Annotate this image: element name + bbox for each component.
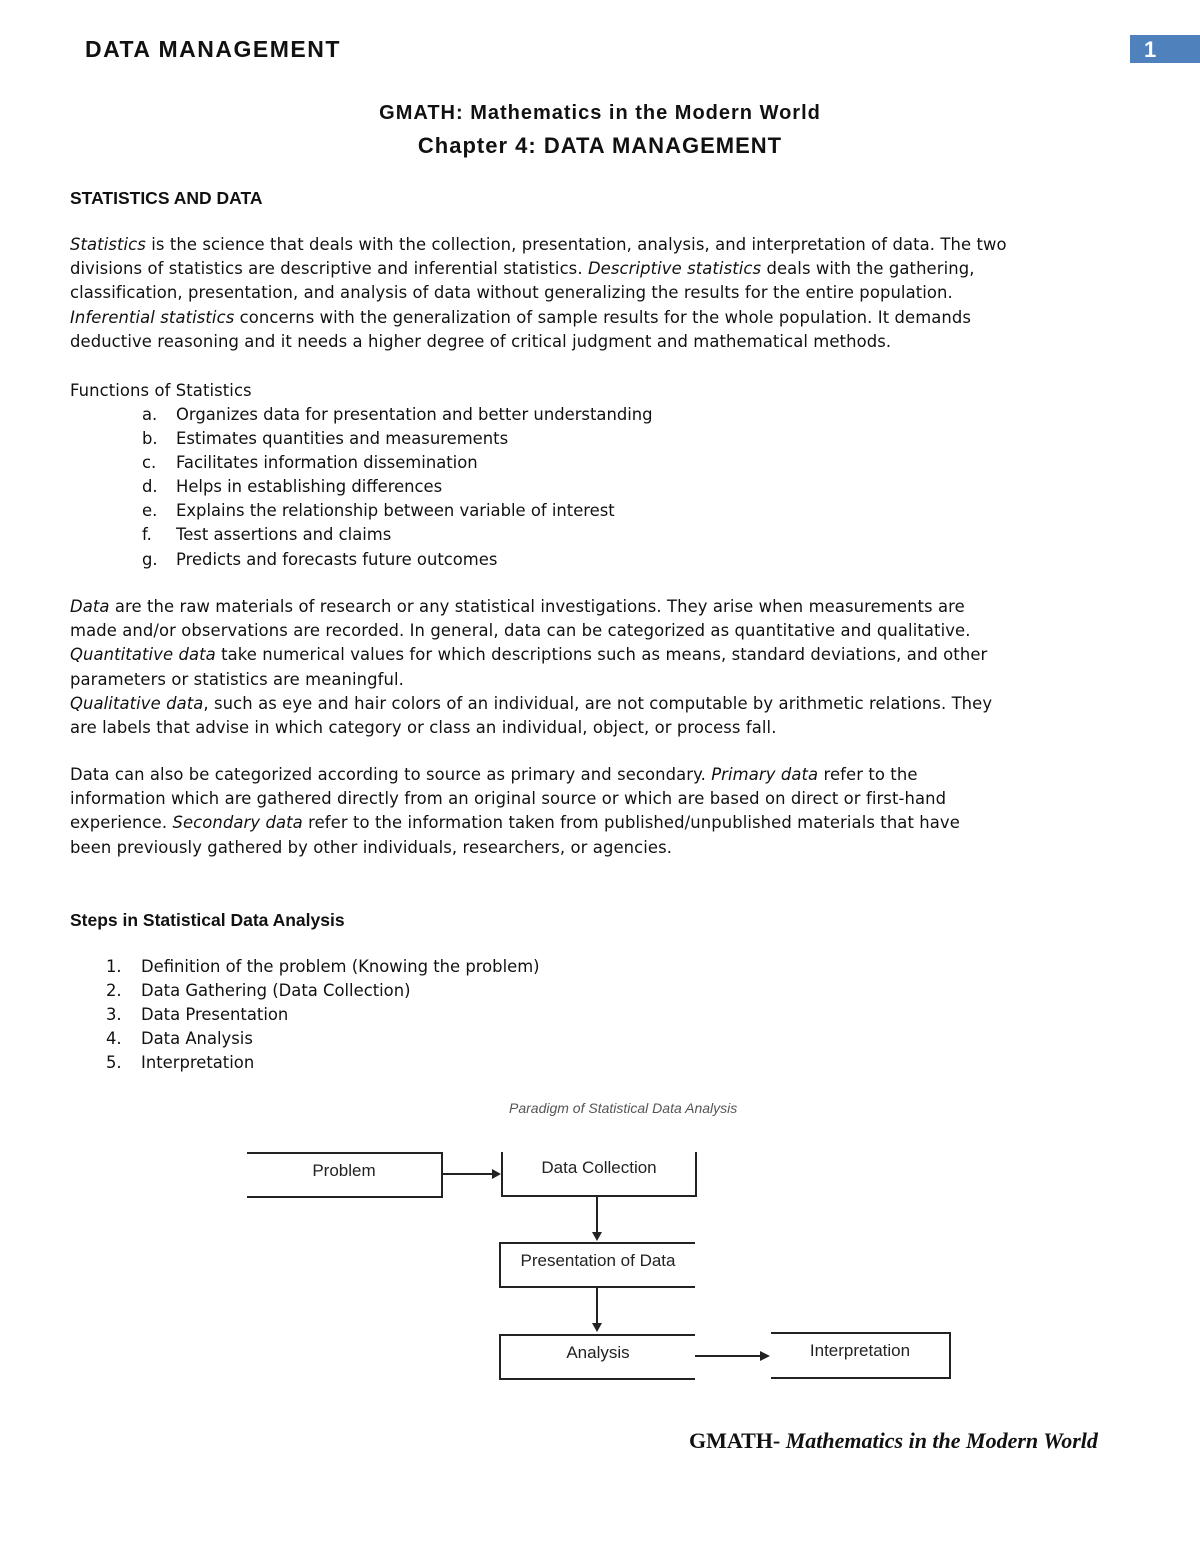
list-item-text: Data Gathering (Data Collection) [141, 981, 411, 1001]
list-item [142, 548, 653, 572]
arrow-analysis-to-interpretation [695, 1355, 761, 1357]
text-segment: divisions of statistics are descriptive and inferential statistics. [70, 259, 588, 279]
list-item [106, 1027, 540, 1051]
footer-title: Mathematics in the Modern World [785, 1428, 1098, 1453]
node-data-collection: Data Collection [501, 1152, 697, 1197]
text-line [70, 811, 960, 835]
list-item [106, 1051, 540, 1075]
diagram-caption: Paradigm of Statistical Data Analysis [509, 1100, 738, 1116]
italic-term: Quantitative data [70, 645, 216, 665]
text-segment: are labels that advise in which category or class an individual, object, or process fall. [70, 718, 777, 738]
node-analysis: Analysis [499, 1334, 695, 1380]
arrowhead-icon [592, 1232, 602, 1241]
text-line [70, 692, 992, 716]
steps-list [106, 955, 540, 1075]
text-segment: Data can also be categorized according to source as primary and secondary. [70, 765, 712, 784]
list-item-text: Data Presentation [141, 1005, 289, 1025]
text-segment: experience. [70, 813, 173, 833]
list-item [142, 403, 653, 427]
text-line [70, 763, 960, 787]
text-line [70, 233, 1007, 257]
arrow-presentation-to-analysis [596, 1286, 598, 1324]
list-marker: 2. [106, 981, 122, 1001]
italic-term: Primary data [711, 765, 819, 784]
text-line [70, 716, 992, 740]
arrowhead-icon [592, 1323, 602, 1332]
list-marker: b. [142, 429, 158, 449]
list-marker: e. [142, 501, 158, 521]
text-line [70, 330, 1007, 354]
list-item [142, 475, 653, 499]
list-item-text: Data Analysis [141, 1029, 253, 1049]
italic-term: Statistics [70, 235, 146, 254]
text-segment: refer to the [818, 765, 918, 784]
text-line [70, 668, 992, 692]
list-item-text: Estimates quantities and measurements [176, 429, 509, 449]
list-item [106, 955, 540, 979]
text-segment: classification, presentation, and analysis of data without generalizing the results for the entire population. [70, 283, 953, 303]
text-line [70, 595, 992, 619]
node-presentation-of-data: Presentation of Data [499, 1242, 695, 1288]
page-number-badge: 1 [1130, 35, 1200, 63]
list-item [142, 451, 653, 475]
list-item-text: Test assertions and claims [176, 525, 392, 545]
node-problem: Problem [247, 1152, 443, 1198]
text-segment: made and/or observations are recorded. In general, data can be categorized as quantitative and qualitative. [70, 621, 971, 641]
page-footer [689, 1428, 1098, 1454]
text-segment: , such as eye and hair colors of an individual, are not computable by arithmetic relations. They [203, 693, 993, 713]
functions-heading: Functions of Statistics [70, 381, 252, 400]
list-item [142, 499, 653, 523]
list-marker: c. [142, 453, 157, 473]
list-marker: f. [142, 525, 152, 545]
list-marker: a. [142, 405, 158, 424]
list-marker: d. [142, 477, 158, 497]
text-segment: concerns with the generalization of sample results for the whole population. It demands [234, 307, 972, 327]
italic-term: Descriptive statistics [587, 259, 762, 279]
text-segment: is the science that deals with the collection, presentation, analysis, and interpretation of data. The two [145, 235, 1007, 254]
text-segment: deals with the gathering, [761, 259, 975, 279]
list-marker: 3. [106, 1005, 122, 1025]
footer-prefix: GMATH- [689, 1428, 786, 1453]
list-item-text: Explains the relationship between variable of interest [176, 501, 615, 521]
chapter-title: Chapter 4: DATA MANAGEMENT [417, 133, 783, 158]
arrow-problem-to-collection [443, 1173, 493, 1175]
text-line [70, 619, 992, 643]
functions-list [142, 403, 653, 572]
arrow-collection-to-presentation [596, 1197, 598, 1233]
list-item-text: Interpretation [141, 1053, 255, 1073]
section-heading-statistics-and-data: STATISTICS AND DATA [70, 188, 263, 208]
italic-term: Qualitative data [70, 693, 204, 713]
list-item-text: Facilitates information dissemination [176, 453, 478, 473]
list-marker: 4. [106, 1029, 122, 1049]
list-item [106, 1003, 540, 1027]
text-segment: information which are gathered directly from an original source or which are based on direct or first-hand [70, 789, 947, 809]
course-title: GMATH: Mathematics in the Modern World [379, 102, 821, 124]
text-segment: deductive reasoning and it needs a higher degree of critical judgment and mathematical methods. [70, 331, 892, 351]
text-line [70, 643, 992, 667]
list-item [106, 979, 540, 1003]
node-interpretation: Interpretation [771, 1332, 951, 1379]
list-item-text: Helps in establishing differences [176, 477, 443, 497]
paragraph-data-definition [70, 595, 992, 740]
paragraph-statistics-definition [70, 233, 1007, 354]
italic-term: Inferential statistics [70, 307, 235, 327]
text-segment: take numerical values for which descriptions such as means, standard deviations, and other [215, 645, 988, 665]
text-segment: been previously gathered by other individuals, researchers, or agencies. [70, 837, 673, 857]
text-segment: parameters or statistics are meaningful. [70, 669, 404, 689]
list-marker: 5. [106, 1053, 122, 1073]
text-segment: are the raw materials of research or any statistical investigations. They arise when measurements are [109, 597, 965, 616]
list-item-text: Organizes data for presentation and better understanding [176, 405, 653, 424]
text-line [70, 257, 1007, 281]
text-line [70, 787, 960, 811]
arrowhead-icon [760, 1351, 770, 1361]
arrowhead-icon [492, 1169, 501, 1179]
list-item-text: Definition of the problem (Knowing the problem) [141, 957, 540, 976]
text-segment: refer to the information taken from published/unpublished materials that have [302, 813, 960, 833]
list-marker: g. [142, 549, 158, 569]
italic-term: Secondary data [172, 813, 303, 833]
list-item-text: Predicts and forecasts future outcomes [176, 549, 498, 569]
list-item [142, 523, 653, 547]
text-line [70, 281, 1007, 305]
running-header: DATA MANAGEMENT [85, 36, 341, 62]
section-heading-steps: Steps in Statistical Data Analysis [70, 910, 345, 930]
text-line [70, 836, 960, 860]
italic-term: Data [70, 597, 110, 616]
list-marker: 1. [106, 957, 122, 976]
list-item [142, 427, 653, 451]
paragraph-data-sources [70, 763, 960, 860]
text-line [70, 306, 1007, 330]
